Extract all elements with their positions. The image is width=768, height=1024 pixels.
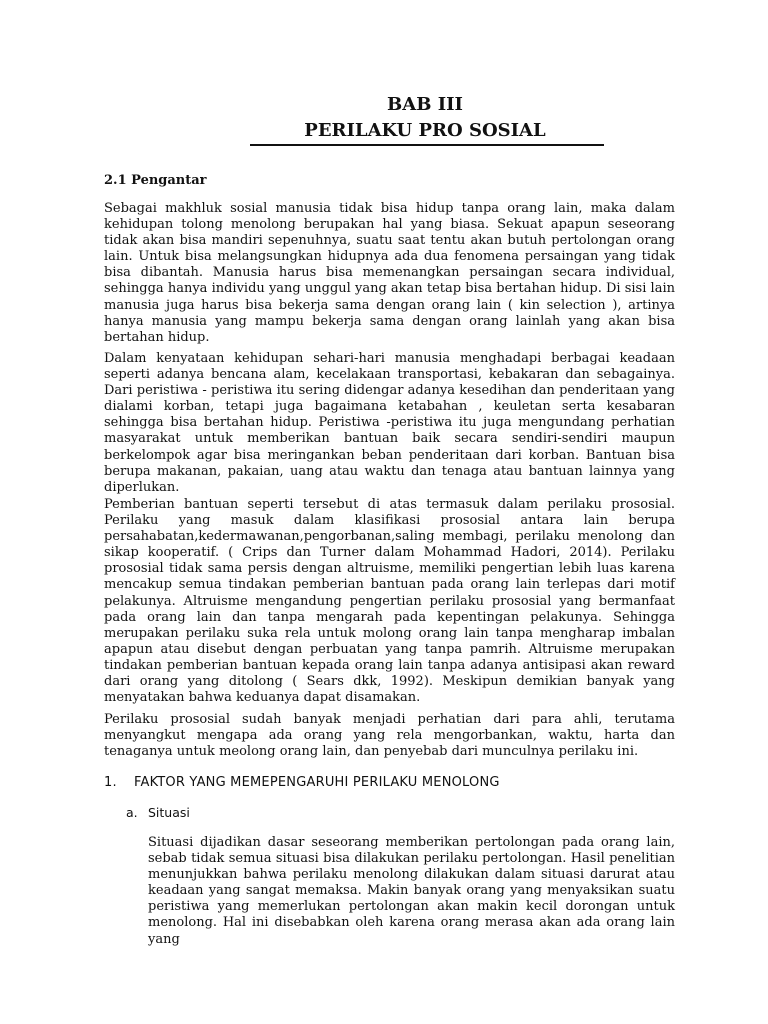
subitem-letter: a. xyxy=(126,805,138,820)
list-heading xyxy=(104,775,500,791)
section-heading: 2.1 Pengantar xyxy=(104,173,207,188)
subitem-paragraph: Situasi dijadikan dasar seseorang memberikan pertolongan pada orang lain, sebab tidak semua situasi bisa dilakukan perilaku pertolongan. Hasil penelitian menunjukkan bahwa perilaku menolong dilakukan dalam situasi darurat atau keadaan yang sangat memaksa. Makin banyak orang yang menyaksikan suatu peristiwa yang memerlukan pertolongan akan makin kecil dorongan untuk menolong. Hal ini disebabkan oleh karena orang merasa akan ada orang lain yang xyxy=(148,835,675,947)
paragraph-3: Pemberian bantuan seperti tersebut di atas termasuk dalam perilaku prososial. Perilaku yang masuk dalam klasifikasi prososial antara lain berupa persahabatan,kedermawanan,pengorbanan,saling membagi, perilaku menolong dan sikap kooperatif. ( Crips dan Turner dalam Mohammad Hadori, 2014). Perilaku prososial tidak sama persis dengan altruisme, memiliki pengertian lebih luas karena mencakup semua tindakan pemberian bantuan pada orang lain terlepas dari motif pelakunya. Altruisme mengandung pengertian perilaku prososial yang bermanfaat pada orang lain dan tanpa mengarah pada kepentingan pelakunya. Sehingga merupakan perilaku suka rela untuk molong orang lain tanpa mengharap imbalan apapun atau disebut dengan perbuatan yang tanpa pamrih. Altruisme merupakan tindakan pemberian bantuan kepada orang lain tanpa adanya antisipasi akan reward dari orang yang ditolong ( Sears dkk, 1992). Meskipun demikian banyak yang menyatakan bahwa keduanya dapat disamakan. xyxy=(104,497,675,706)
chapter-heading xyxy=(240,92,610,144)
list-number: 1. xyxy=(104,775,117,790)
paragraph-4: Perilaku prososial sudah banyak menjadi perhatian dari para ahli, terutama menyangkut mengapa ada orang yang rela mengorbankan, waktu, harta dan tenaganya untuk meolong orang lain, dan penyebab dari munculnya perilaku ini. xyxy=(104,712,675,760)
subitem-label: Situasi xyxy=(148,805,190,820)
subitem-heading xyxy=(126,805,190,821)
chapter-number: BAB III xyxy=(387,94,463,115)
list-heading-text: FAKTOR YANG MEMEPENGARUHI PERILAKU MENOLONG xyxy=(134,775,500,790)
chapter-title-underline xyxy=(250,144,604,146)
paragraph-1: Sebagai makhluk sosial manusia tidak bisa hidup tanpa orang lain, maka dalam kehidupan tolong menolong berupakan hal yang biasa. Sekuat apapun seseorang tidak akan bisa mandiri sepenuhnya, suatu saat tentu akan butuh pertolongan orang lain. Untuk bisa melangsungkan hidupnya ada dua fenomena persaingan yang tidak bisa dibantah. Manusia harus bisa memenangkan persaingan secara individual, sehingga hanya individu yang unggul yang akan tetap bisa bertahan hidup. Di sisi lain manusia juga harus bisa bekerja sama dengan orang lain ( kin selection ), artinya hanya manusia yang mampu bekerja sama dengan orang lainlah yang akan bisa bertahan hidup. xyxy=(104,201,675,345)
paragraph-2: Dalam kenyataan kehidupan sehari-hari manusia menghadapi berbagai keadaan seperti adanya bencana alam, kecelakaan transportasi, kebakaran dan sebagainya. Dari peristiwa - peristiwa itu sering didengar adanya kesedihan dan penderitaan yang dialami korban, tetapi juga bagaimana ketabahan , keuletan serta kesabaran sehingga bisa bertahan hidup. Peristiwa -peristiwa itu juga mengundang perhatian masyarakat untuk memberikan bantuan baik secara sendiri-sendiri maupun berkelompok agar bisa meringankan beban penderitaan dari korban. Bantuan bisa berupa makanan, pakaian, uang atau waktu dan tenaga atau bantuan lainnya yang diperlukan. xyxy=(104,351,675,495)
chapter-title: PERILAKU PRO SOSIAL xyxy=(304,120,546,141)
